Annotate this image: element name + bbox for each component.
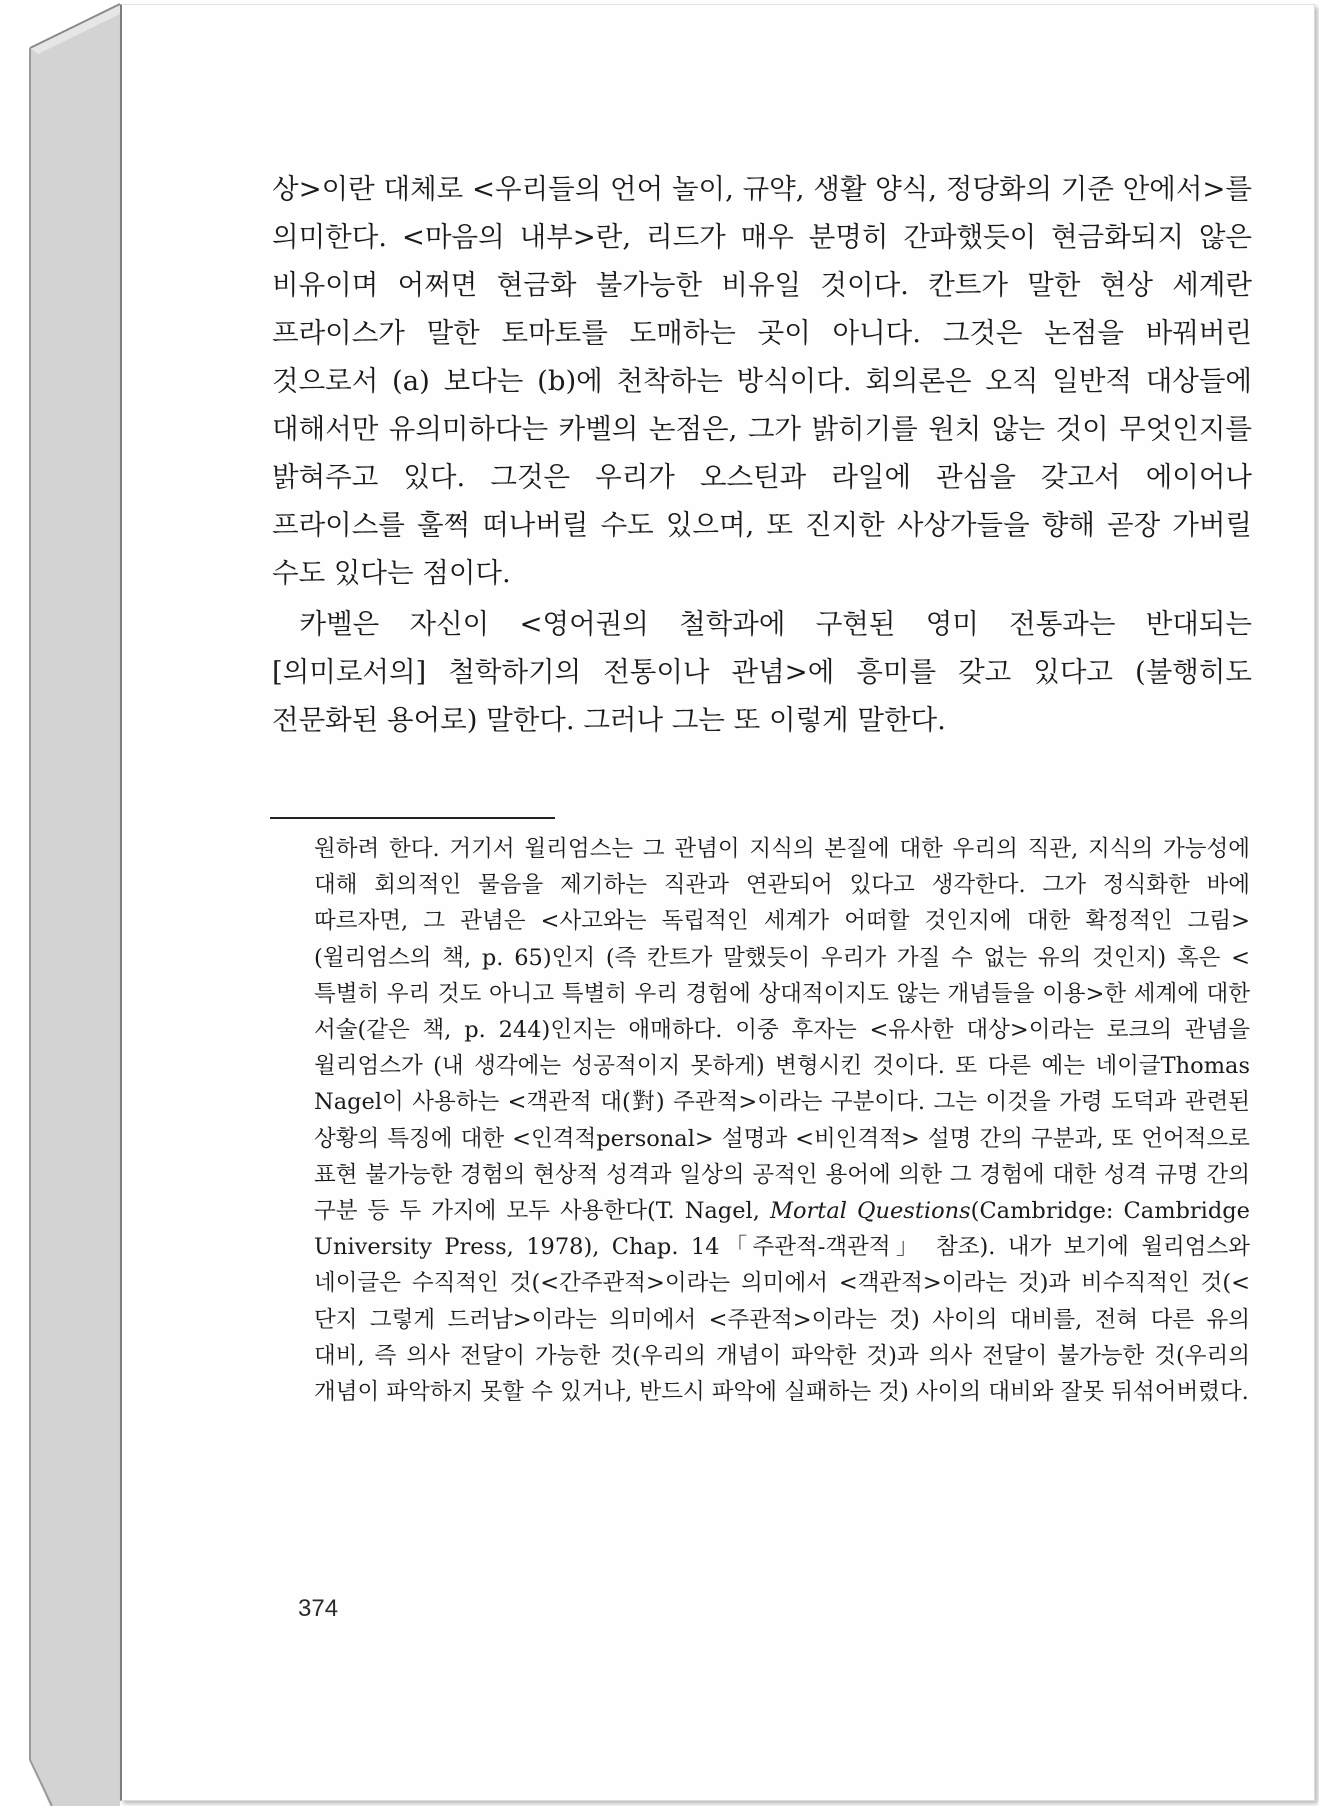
- paragraph-2: 카벨은 자신이 <영어권의 철학과에 구현된 영미 전통과는 반대되는 [의미로서의] 철학하기의 전통이나 관념>에 흥미를 갖고 있다고 (불행히도 전문화된 용어로) 말한다. 그러나 그는 또 이렇게 말한다.: [272, 608, 1252, 736]
- body-text: [272, 165, 1252, 744]
- footnote-text-start: 원하려 한다. 거기서 윌리엄스는 그 관념이 지식의 본질에 대한 우리의 직관, 지식의 가능성에 대해 회의적인 물음을 제기하는 직관과 연관되어 있다고 생각한다. 그가 정식화한 바에 따르자면, 그 관념은 <사고와는 독립적인 세계가 어떠할 것인지에 대한 확정적인 그림>(윌리엄스의 책, p. 65)인지 (즉 칸트가 말했듯이 우리가 가질 수 없는 유의 것인지) 혹은 <특별히 우리 것도 아니고 특별히 우리 경험에 상대적이지도 않는 개념들을 이용>한 세계에 대한 서술(같은 책, p. 244)인지는 애매하다. 이중 후자는 <유사한 대상>이라는 로크의 관념을 윌리엄스가 (내 생각에는 성공적이지 못하게) 변형시킨 것이다. 또 다른 예는 네이글Thomas Nagel이 사용하는 <객관적 대(對) 주관적>이라는 구분이다. 그는 이것을 가령 도덕과 관련된 상황의 특징에 대한 <인격적personal> 설명과 <비인격적> 설명 간의 구분과, 또 언어적으로 표현 불가능한 경험의 현상적 성격과 일상의 공적인 용어에 의한 그 경험에 대한 성격 규명 간의 구분 등 두 가지에 모두 사용한다(T. Nagel,: [314, 836, 1250, 1225]
- page-number: 374: [298, 1595, 339, 1622]
- footnote: [314, 831, 1250, 1410]
- book-page: [120, 4, 1315, 1801]
- footnote-divider: [270, 817, 555, 819]
- footnote-book-title: Mortal Questions: [769, 1198, 971, 1225]
- paragraph-1: 상>이란 대체로 <우리들의 언어 놀이, 규약, 생활 양식, 정당화의 기준 안에서>를 의미한다. <마음의 내부>란, 리드가 매우 분명히 간파했듯이 현금화되지 않은 비유이며 어쩌면 현금화 불가능한 비유일 것이다. 칸트가 말한 현상 세계란 프라이스가 말한 토마토를 도매하는 곳이 아니다. 그것은 논점을 바꿔버린 것으로서 (a) 보다는 (b)에 천착하는 방식이다. 회의론은 오직 일반적 대상들에 대해서만 유의미하다는 카벨의 논점은, 그가 밝히기를 원치 않는 것이 무엇인지를 밝혀주고 있다. 그것은 우리가 오스틴과 라일에 관심을 갖고서 에이어나 프라이스를 훌쩍 떠나버릴 수도 있으며, 또 진지한 사상가들을 향해 곧장 가버릴 수도 있다는 점이다.: [272, 173, 1252, 589]
- footnote-text-end: (Cambridge: Cambridge University Press, 1978), Chap. 14「주관적-객관적」 참조). 내가 보기에 윌리엄스와 네이글은 수직적인 것(<간주관적>이라는 의미에서 <객관적>이라는 것)과 비수직적인 것(<단지 그렇게 드러남>이라는 의미에서 <주관적>이라는 것) 사이의 대비를, 전혀 다른 유의 대비, 즉 의사 전달이 가능한 것(우리의 개념이 파악한 것)과 의사 전달이 불가능한 것(우리의 개념이 파악하지 못할 수 있거나, 반드시 파악에 실패하는 것) 사이의 대비와 잘못 뒤섞어버렸다.: [314, 1198, 1250, 1406]
- book-spine-edge: [0, 0, 122, 1806]
